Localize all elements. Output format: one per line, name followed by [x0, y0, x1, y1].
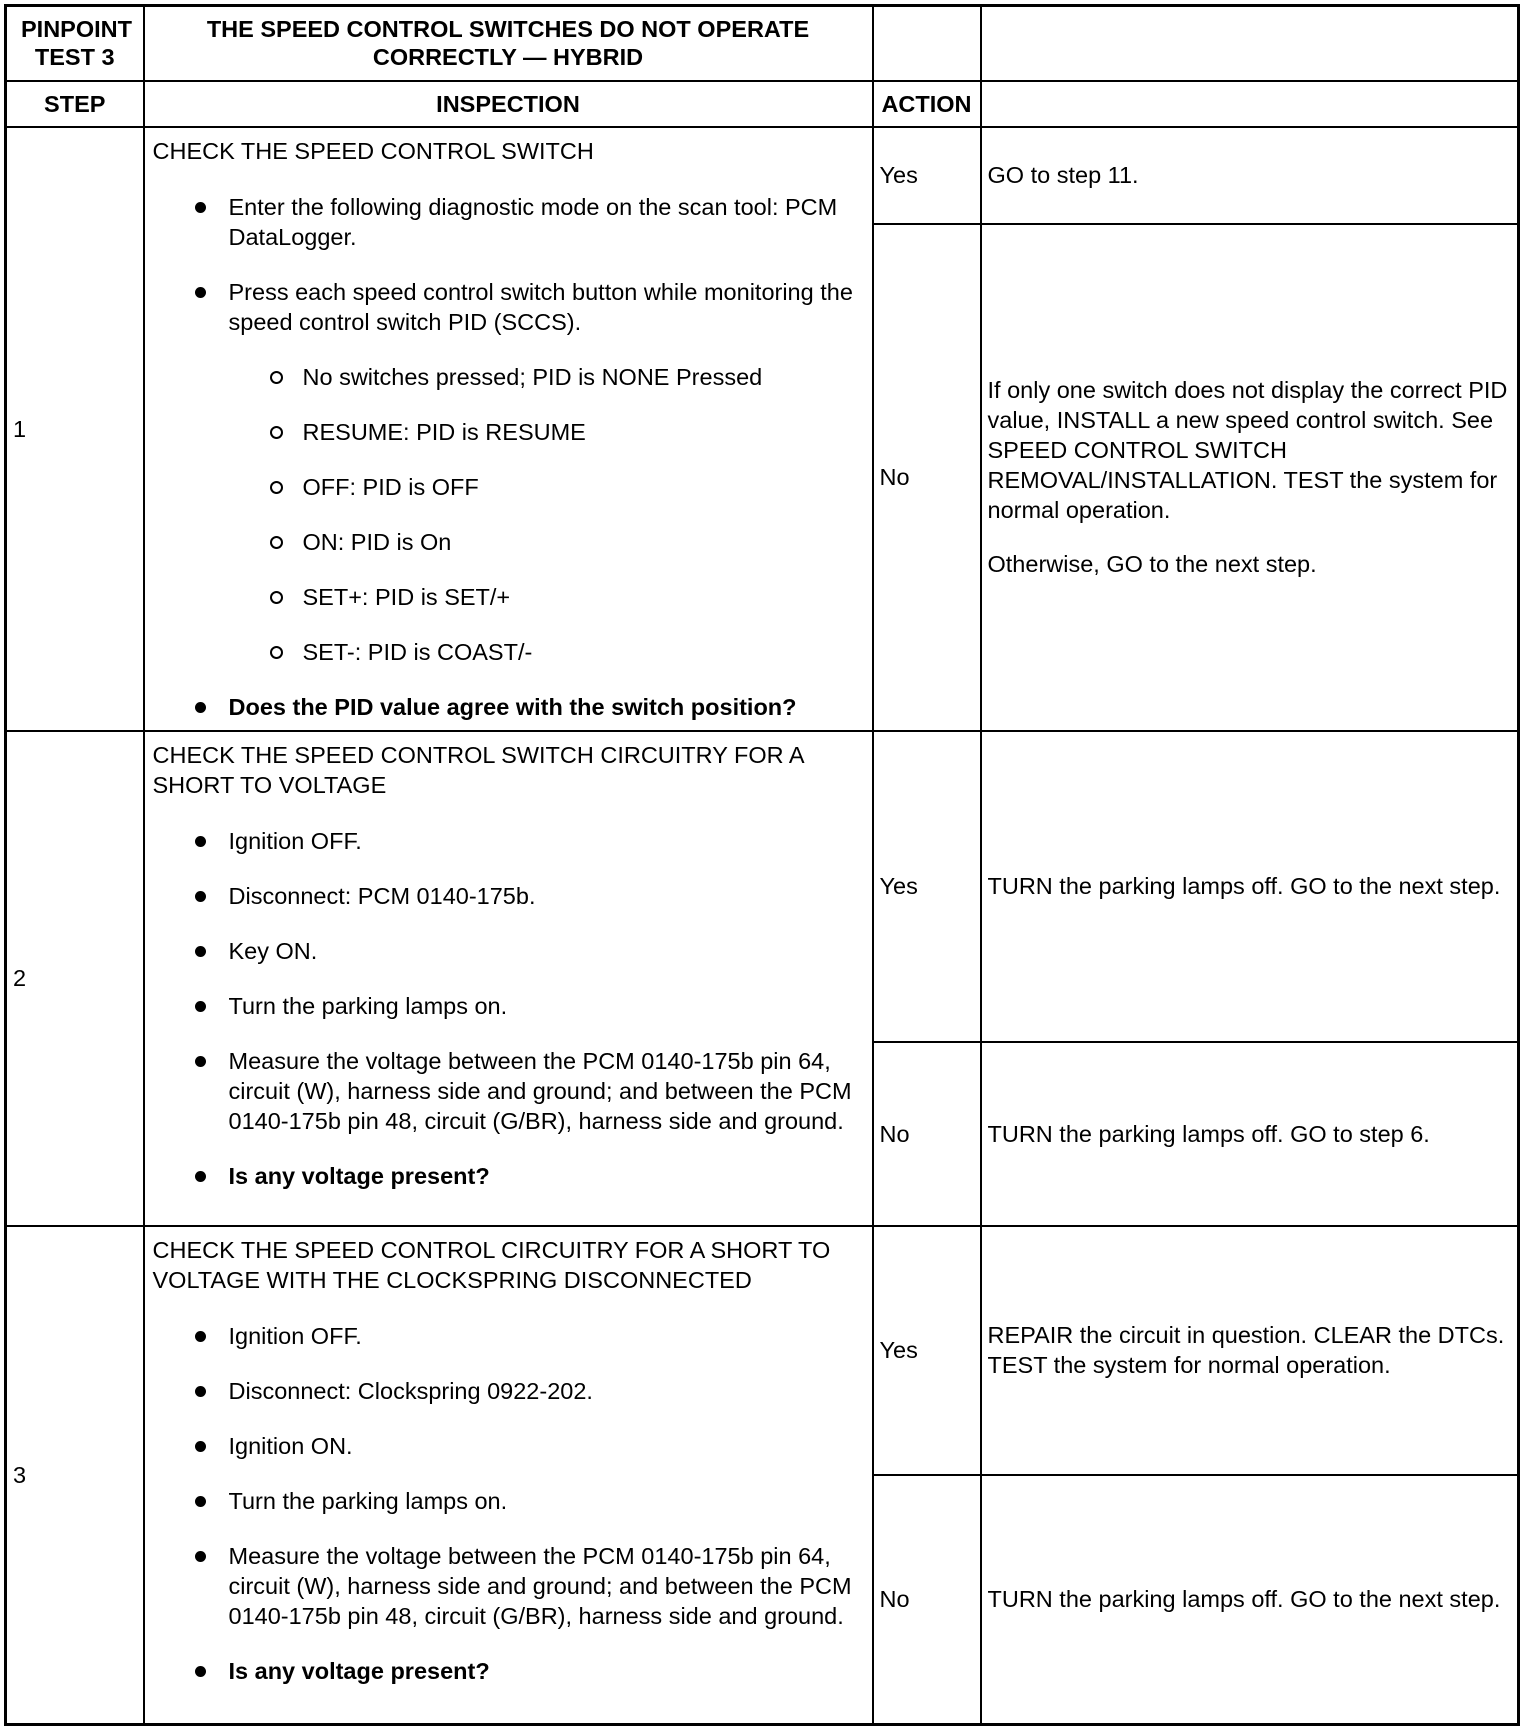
action-no-text-2: Otherwise, GO to the next step. — [987, 551, 1317, 578]
action-no-text: If only one switch does not display the correct PID value, INSTALL a new speed control switch. See SPEED CONTROL SWITCH REMOVAL/INSTALLATION. TEST the system for normal operation. — [987, 377, 1508, 524]
inspection-cell — [144, 1226, 873, 1725]
sub-list-item: OFF: PID is OFF — [153, 472, 864, 502]
inspection-cell — [144, 127, 873, 731]
list-item: Turn the parking lamps on. — [153, 991, 864, 1021]
pinpoint-label: PINPOINT TEST 3 — [6, 6, 144, 81]
action-no-text: TURN the parking lamps off. GO to the next step. — [981, 1475, 1519, 1725]
list-item-text: Press each speed control switch button while monitoring the speed control switch PID (SCCS). — [228, 278, 853, 335]
pinpoint-test-table — [4, 4, 1520, 1726]
col-step: STEP — [6, 81, 144, 127]
step-row — [6, 731, 1519, 1042]
inspection-list — [153, 1321, 864, 1686]
action-yes-label: Yes — [873, 731, 981, 1042]
list-item: Measure the voltage between the PCM 0140-175b pin 64, circuit (W), harness side and ground; and between the PCM 0140-175b pin 48, circuit (G/BR), harness side and ground. — [153, 1046, 864, 1136]
action-yes-label: Yes — [873, 1226, 981, 1475]
sub-list-item: RESUME: PID is RESUME — [153, 417, 864, 447]
sub-list-item: No switches pressed; PID is NONE Pressed — [153, 362, 864, 392]
list-item: Measure the voltage between the PCM 0140-175b pin 64, circuit (W), harness side and ground; and between the PCM 0140-175b pin 48, circuit (G/BR), harness side and ground. — [153, 1541, 864, 1631]
sub-list-item: SET-: PID is COAST/- — [153, 637, 864, 667]
inspection-heading: CHECK THE SPEED CONTROL CIRCUITRY FOR A SHORT TO VOLTAGE WITH THE CLOCKSPRING DISCONNECTED — [152, 1236, 831, 1293]
title-row — [6, 6, 1519, 81]
list-item: Ignition OFF. — [153, 826, 864, 856]
action-no-text: TURN the parking lamps off. GO to step 6. — [981, 1042, 1519, 1226]
step-row — [6, 127, 1519, 224]
list-item: Enter the following diagnostic mode on the scan tool: PCM DataLogger. — [153, 192, 864, 252]
sub-list — [153, 362, 864, 667]
list-item — [153, 277, 864, 667]
step-number: 2 — [6, 731, 144, 1226]
sub-list-item: ON: PID is On — [153, 527, 864, 557]
list-item: Turn the parking lamps on. — [153, 1486, 864, 1516]
column-header-row — [6, 81, 1519, 127]
col-inspection: INSPECTION — [144, 81, 873, 127]
list-item: Disconnect: PCM 0140-175b. — [153, 881, 864, 911]
action-no-cell — [981, 224, 1519, 731]
col-blank — [981, 81, 1519, 127]
action-yes-text: TURN the parking lamps off. GO to the next step. — [981, 731, 1519, 1042]
inspection-heading: CHECK THE SPEED CONTROL SWITCH — [152, 137, 594, 164]
title-blank-cell — [873, 6, 981, 81]
question-item: Is any voltage present? — [153, 1656, 864, 1686]
inspection-heading: CHECK THE SPEED CONTROL SWITCH CIRCUITRY FOR A SHORT TO VOLTAGE — [152, 741, 804, 798]
list-item: Ignition OFF. — [153, 1321, 864, 1351]
list-item: Disconnect: Clockspring 0922-202. — [153, 1376, 864, 1406]
col-action: ACTION — [873, 81, 981, 127]
inspection-cell — [144, 731, 873, 1226]
action-no-label: No — [873, 1042, 981, 1226]
sub-list-item: SET+: PID is SET/+ — [153, 582, 864, 612]
inspection-list — [153, 826, 864, 1191]
list-item: Key ON. — [153, 936, 864, 966]
title-blank-cell-2 — [981, 6, 1519, 81]
question-item: Does the PID value agree with the switch position? — [153, 692, 864, 722]
step-number: 3 — [6, 1226, 144, 1725]
inspection-list — [153, 192, 864, 722]
step-row — [6, 1226, 1519, 1475]
action-yes-label: Yes — [873, 127, 981, 224]
question-item: Is any voltage present? — [153, 1161, 864, 1191]
action-no-label: No — [873, 1475, 981, 1725]
step-number: 1 — [6, 127, 144, 731]
action-yes-text: GO to step 11. — [981, 127, 1519, 224]
action-no-label: No — [873, 224, 981, 731]
list-item: Ignition ON. — [153, 1431, 864, 1461]
action-yes-text: REPAIR the circuit in question. CLEAR the DTCs. TEST the system for normal operation. — [981, 1226, 1519, 1475]
test-title: THE SPEED CONTROL SWITCHES DO NOT OPERATE CORRECTLY — HYBRID — [144, 6, 873, 81]
